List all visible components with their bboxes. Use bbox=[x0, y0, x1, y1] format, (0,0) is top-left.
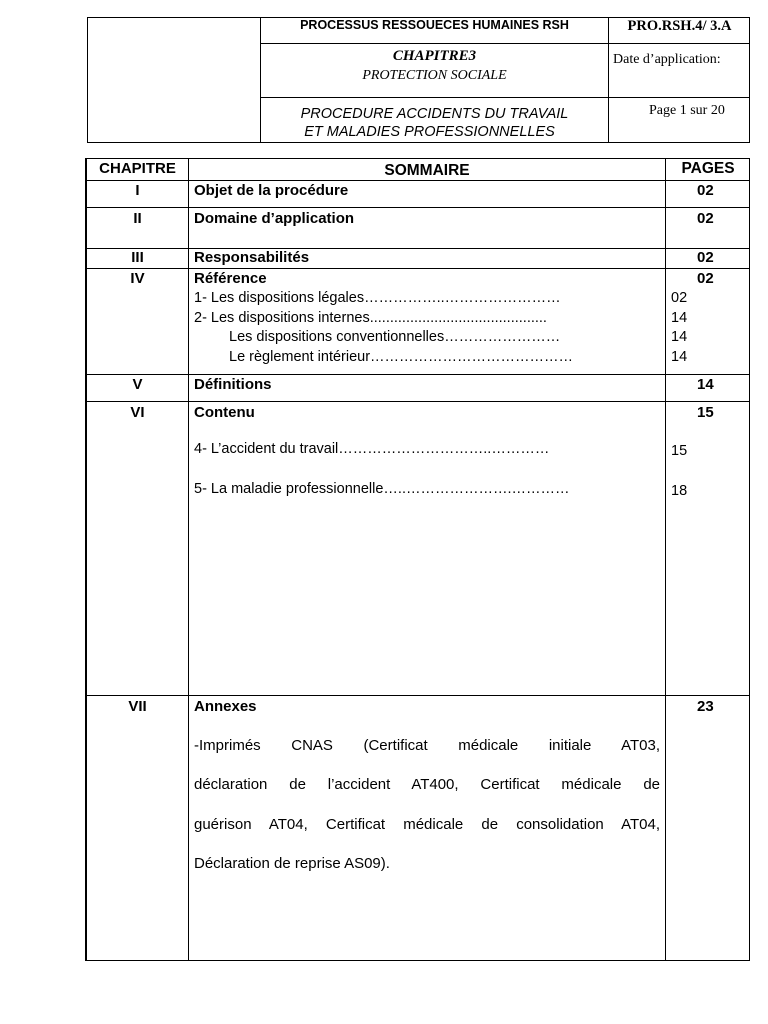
subsection-page: 14 bbox=[671, 310, 688, 326]
chapter-page: 23 bbox=[697, 698, 714, 715]
document-reference: PRO.RSH.4/ 3.A bbox=[627, 18, 732, 34]
chapter-number: I bbox=[135, 182, 140, 199]
column-header-chapitre: CHAPITRE bbox=[99, 160, 176, 177]
procedure-title-line2: ET MALADIES PROFESSIONNELLES bbox=[304, 124, 555, 140]
table-row-rule bbox=[85, 374, 750, 375]
subsection-entry: 4- L’accident du travail…………………………..………… bbox=[194, 441, 550, 457]
table-row-rule bbox=[85, 695, 750, 696]
header-rule-2 bbox=[260, 97, 750, 98]
process-title: PROCESSUS RESSOUECES HUMAINES RSH bbox=[300, 18, 569, 32]
chapter-page: 02 bbox=[697, 182, 714, 199]
subsection-page: 02 bbox=[671, 290, 688, 306]
chapter-title: CHAPITRE3 bbox=[392, 48, 477, 64]
chapter-number: VI bbox=[130, 404, 145, 421]
column-header-pages: PAGES bbox=[681, 160, 735, 177]
chapter-title-cell: Responsabilités bbox=[194, 249, 310, 266]
chapter-number: V bbox=[132, 376, 143, 393]
subsection-page: 14 bbox=[671, 349, 688, 365]
date-application-label: Date d’application: bbox=[613, 52, 721, 67]
procedure-title-line1: PROCEDURE ACCIDENTS DU TRAVAIL bbox=[300, 106, 569, 122]
column-header-sommaire: SOMMAIRE bbox=[384, 162, 470, 179]
subsection-page: 18 bbox=[671, 483, 688, 499]
chapter-title-cell: Contenu bbox=[194, 404, 255, 421]
chapter-number: II bbox=[133, 210, 142, 227]
annex-text-line: guérison AT04, Certificat médicale de consolidation AT04, bbox=[194, 816, 660, 833]
chapter-number: VII bbox=[128, 698, 147, 715]
table-row-rule bbox=[85, 401, 750, 402]
header-rule-1 bbox=[260, 43, 750, 44]
subsection-entry: Les dispositions conventionnelles…………………… bbox=[229, 329, 561, 345]
subsection-entry: 5- La maladie professionnelle…..………………….………… bbox=[194, 481, 570, 497]
table-row-rule bbox=[85, 268, 750, 269]
chapter-title-cell: Annexes bbox=[194, 698, 257, 715]
chapter-page: 14 bbox=[697, 376, 714, 393]
table-col-divider-2 bbox=[665, 158, 666, 961]
annex-text-line: -Imprimés CNAS (Certificat médicale initiale AT03, bbox=[194, 737, 660, 754]
subsection-entry: 2- Les dispositions internes............................................ bbox=[194, 310, 547, 326]
subsection-page: 14 bbox=[671, 329, 688, 345]
chapter-number: IV bbox=[130, 270, 145, 287]
chapter-number: III bbox=[131, 249, 144, 266]
table-col-divider-1 bbox=[188, 158, 189, 961]
table-row-rule bbox=[85, 207, 750, 208]
page-indicator: Page 1 sur 20 bbox=[649, 103, 725, 118]
annex-text-line: Déclaration de reprise AS09). bbox=[194, 855, 390, 872]
subsection-entry: Le règlement intérieur…………………………………… bbox=[229, 349, 574, 365]
chapter-page: 02 bbox=[697, 270, 714, 287]
header-divider-right bbox=[608, 17, 609, 143]
chapter-page: 02 bbox=[697, 210, 714, 227]
chapter-title-cell: Référence bbox=[194, 270, 267, 287]
chapter-subtitle: PROTECTION SOCIALE bbox=[362, 68, 507, 83]
chapter-page: 02 bbox=[697, 249, 714, 266]
annex-text-line: déclaration de l’accident AT400, Certificat médicale de bbox=[194, 776, 660, 793]
table-row-rule bbox=[85, 180, 750, 181]
subsection-page: 15 bbox=[671, 443, 688, 459]
subsection-entry: 1- Les dispositions légales……………..…………………… bbox=[194, 290, 561, 306]
chapter-title-cell: Objet de la procédure bbox=[194, 182, 349, 199]
chapter-page: 15 bbox=[697, 404, 714, 421]
chapter-title-cell: Définitions bbox=[194, 376, 272, 393]
chapter-title-cell: Domaine d’application bbox=[194, 210, 355, 227]
